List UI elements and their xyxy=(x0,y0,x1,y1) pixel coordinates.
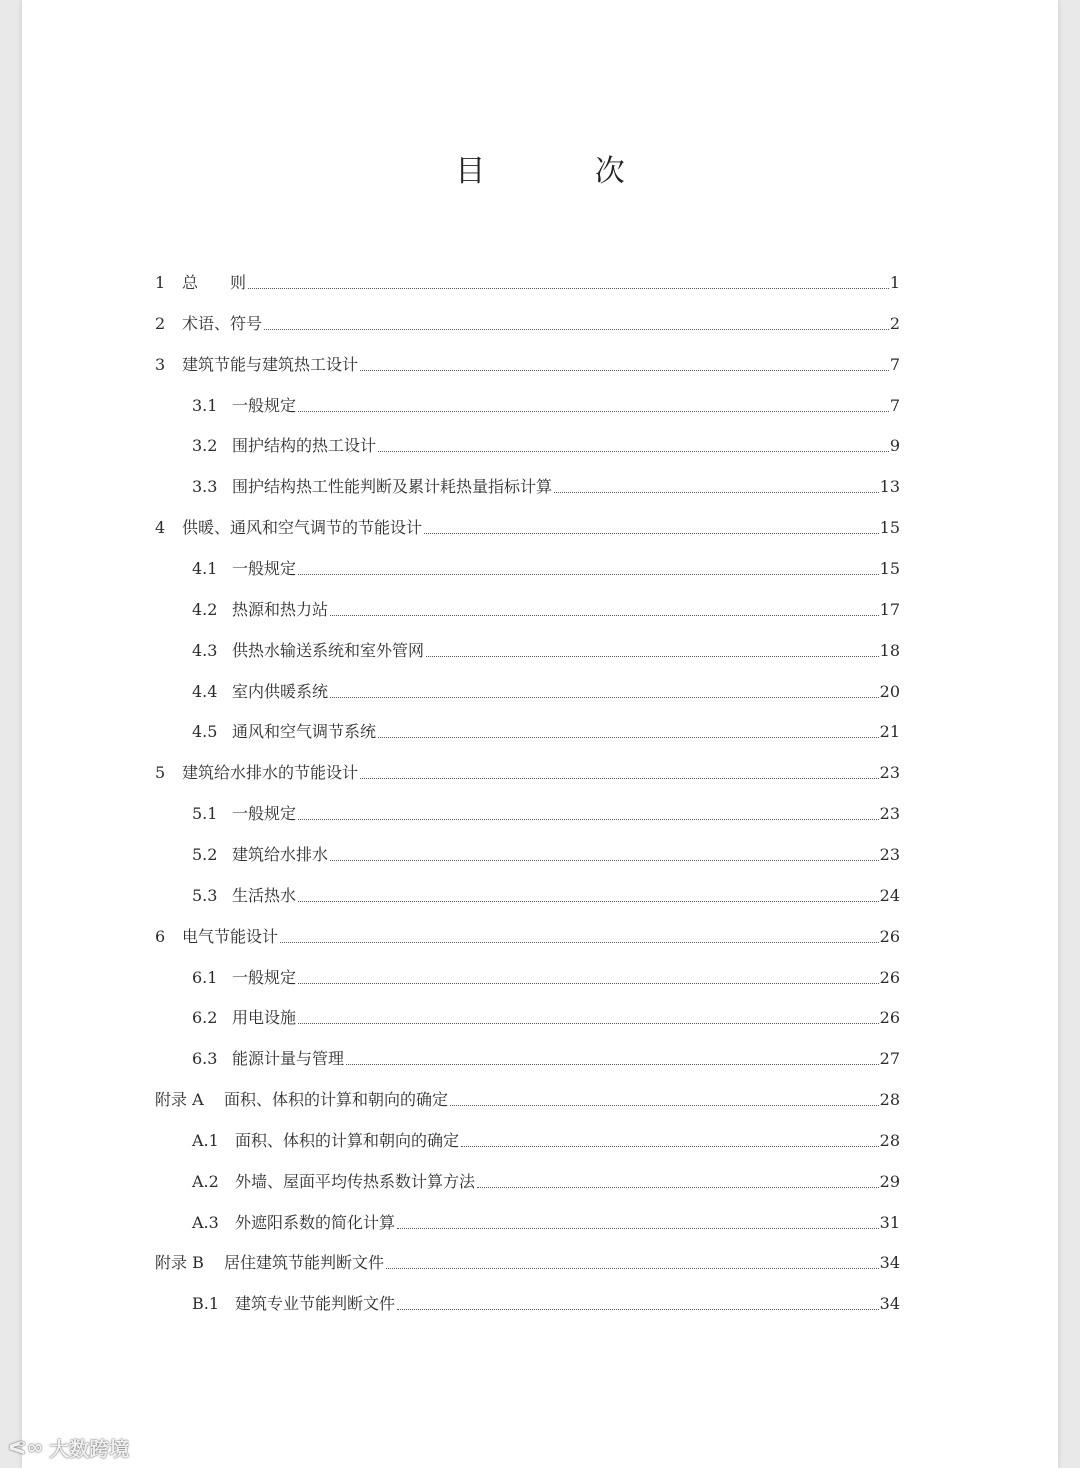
toc-entry-label: 建筑给水排水的节能设计 xyxy=(182,763,359,783)
toc-dot-leader xyxy=(426,655,879,657)
toc-entry xyxy=(155,312,900,336)
toc-entry-number: 3 xyxy=(155,354,166,374)
toc-dot-leader xyxy=(378,736,879,738)
toc-entry xyxy=(155,1251,900,1275)
toc-entry-label: 一般规定 xyxy=(232,804,297,824)
toc-entry-page-number: 9 xyxy=(889,436,900,456)
toc-entry xyxy=(192,639,900,663)
toc-entry-number: B.1 xyxy=(192,1294,220,1314)
toc-entry-label: 供热水输送系统和室外管网 xyxy=(232,640,425,660)
toc-entry-page-number: 21 xyxy=(879,722,900,742)
toc-entry xyxy=(155,353,900,377)
toc-entry xyxy=(192,1211,900,1235)
watermark-text: 大数跨境 xyxy=(49,1436,130,1461)
toc-entry-number: 4 xyxy=(155,518,166,538)
toc-entry xyxy=(192,884,900,908)
toc-entry-page-number: 7 xyxy=(889,395,900,415)
toc-entry-number: A.3 xyxy=(192,1212,219,1232)
watermark xyxy=(8,1432,129,1462)
toc-entry-number: 3.2 xyxy=(192,436,218,456)
toc-entry xyxy=(155,761,900,785)
toc-entry-page-number: 27 xyxy=(879,1049,900,1069)
toc-entry-number: 4.5 xyxy=(192,722,218,742)
toc-dot-leader xyxy=(397,1227,879,1229)
toc-entry-number: 5.3 xyxy=(192,885,218,905)
toc-entry-number: 2 xyxy=(155,313,166,333)
toc-entry-label: 建筑给水排水 xyxy=(232,844,329,864)
toc-entry-label: 面积、体积的计算和朝向的确定 xyxy=(235,1130,460,1150)
watermark-logo-icon: ᕙ∞ xyxy=(8,1435,44,1459)
toc-entry-label: 居住建筑节能判断文件 xyxy=(224,1253,385,1273)
toc-entry xyxy=(192,1129,900,1153)
toc-entry xyxy=(192,475,900,499)
toc-entry-label: 外墙、屋面平均传热系数计算方法 xyxy=(235,1171,476,1191)
toc-dot-leader xyxy=(397,1308,879,1310)
toc-entry xyxy=(192,843,900,867)
toc-entry-label: 总 则 xyxy=(182,273,247,292)
toc-entry-label: 建筑节能与建筑热工设计 xyxy=(182,354,359,374)
toc-entry xyxy=(192,1006,900,1030)
toc-entry xyxy=(192,720,900,744)
toc-entry-page-number: 23 xyxy=(879,804,900,824)
toc-entry-number: 4.2 xyxy=(192,599,218,619)
toc-entry-label: 热源和热力站 xyxy=(232,599,329,619)
toc-entry-page-number: 18 xyxy=(879,640,900,660)
toc-entry-label: 供暖、通风和空气调节的节能设计 xyxy=(182,518,423,538)
toc-entry-page-number: 13 xyxy=(879,477,900,497)
toc-entry-page-number: 24 xyxy=(879,885,900,905)
toc-dot-leader xyxy=(346,1063,879,1065)
document-page xyxy=(22,0,1058,1468)
toc-entry-number: 4.1 xyxy=(192,559,218,578)
toc-entry-number: 3.1 xyxy=(192,395,218,415)
toc-entry-number: 5.2 xyxy=(192,844,218,864)
toc-dot-leader xyxy=(298,410,889,412)
toc-entry-number: 6.3 xyxy=(192,1049,218,1069)
toc-dot-leader xyxy=(450,1104,879,1106)
toc-dot-leader xyxy=(386,1267,879,1269)
toc-entry-label: 能源计量与管理 xyxy=(232,1049,345,1069)
toc-entry-page-number: 28 xyxy=(879,1090,900,1109)
toc-entry-label: 术语、符号 xyxy=(182,313,263,333)
toc-entry-page-number: 15 xyxy=(879,518,900,538)
toc-entry-page-number: 1 xyxy=(889,273,900,292)
toc-dot-leader xyxy=(360,777,879,779)
toc-entry-page-number: 31 xyxy=(879,1212,900,1232)
toc-entry-label: 通风和空气调节系统 xyxy=(232,722,377,742)
toc-entry-label: 生活热水 xyxy=(232,885,297,905)
toc-dot-leader xyxy=(554,491,879,493)
toc-entry-page-number: 29 xyxy=(879,1171,900,1191)
toc-dot-leader xyxy=(330,614,879,616)
toc-dot-leader xyxy=(360,369,889,371)
toc-entry-page-number: 26 xyxy=(879,926,900,946)
toc-entry-number: 5 xyxy=(155,763,166,783)
toc-dot-leader xyxy=(424,532,879,534)
toc-entry xyxy=(155,925,900,949)
toc-entry xyxy=(192,1047,900,1071)
toc-entry xyxy=(192,680,900,704)
toc-entry-number: 6 xyxy=(155,926,166,946)
toc-entry-number: 附录 B xyxy=(155,1253,204,1273)
toc-entry xyxy=(192,598,900,622)
toc-entry-number: 6.2 xyxy=(192,1008,218,1028)
toc-entry xyxy=(192,1292,900,1316)
toc-dot-leader xyxy=(298,1022,879,1024)
toc-entry-label: 一般规定 xyxy=(232,395,297,415)
toc-dot-leader xyxy=(330,859,879,861)
toc-entry xyxy=(192,394,900,418)
toc-entry-page-number: 23 xyxy=(879,763,900,783)
toc-entry-page-number: 20 xyxy=(879,681,900,701)
toc-dot-leader xyxy=(264,328,889,330)
toc-entry-number: 1 xyxy=(155,273,166,292)
toc-entry-label: 电气节能设计 xyxy=(182,926,279,946)
page-title: 目 次 xyxy=(455,154,675,189)
toc-dot-leader xyxy=(461,1145,879,1147)
toc-entry xyxy=(155,516,900,540)
toc-entry-page-number: 34 xyxy=(879,1294,900,1314)
toc-entry-number: 4.4 xyxy=(192,681,218,701)
toc-entry-label: 一般规定 xyxy=(232,559,297,578)
toc-entry-number: A.2 xyxy=(192,1171,219,1191)
toc-dot-leader xyxy=(298,573,879,575)
toc-entry-label: 外遮阳系数的简化计算 xyxy=(235,1212,396,1232)
toc-entry-label: 面积、体积的计算和朝向的确定 xyxy=(224,1090,449,1109)
toc-entry-page-number: 34 xyxy=(879,1253,900,1273)
toc-entry-label: 一般规定 xyxy=(232,967,297,987)
toc-entry xyxy=(192,1170,900,1194)
toc-dot-leader xyxy=(298,900,879,902)
toc-entry-page-number: 2 xyxy=(889,313,900,333)
toc-entry xyxy=(192,966,900,990)
toc-entry-page-number: 17 xyxy=(879,599,900,619)
toc-entry-page-number: 23 xyxy=(879,844,900,864)
toc-dot-leader xyxy=(298,818,879,820)
toc-entry-page-number: 28 xyxy=(879,1130,900,1150)
toc-dot-leader xyxy=(280,941,879,943)
toc-entry-page-number: 15 xyxy=(879,559,900,578)
toc-entry xyxy=(155,271,900,295)
toc-entry-page-number: 26 xyxy=(879,1008,900,1028)
toc-dot-leader xyxy=(477,1186,879,1188)
toc-entry-label: 围护结构热工性能判断及累计耗热量指标计算 xyxy=(232,477,553,497)
toc-entry xyxy=(192,557,900,581)
toc-dot-leader xyxy=(298,982,879,984)
toc-entry-number: 附录 A xyxy=(155,1090,204,1109)
toc-entry xyxy=(192,802,900,826)
toc-entry-number: 5.1 xyxy=(192,804,218,824)
toc-entry-label: 室内供暖系统 xyxy=(232,681,329,701)
toc-dot-leader xyxy=(330,696,879,698)
toc-entry-number: 6.1 xyxy=(192,967,218,987)
toc-entry xyxy=(155,1088,900,1112)
toc-entry-page-number: 7 xyxy=(889,354,900,374)
toc-entry-label: 用电设施 xyxy=(232,1008,297,1028)
toc-entry-number: 3.3 xyxy=(192,477,218,497)
toc-entry-label: 围护结构的热工设计 xyxy=(232,436,377,456)
toc-entry xyxy=(192,434,900,458)
toc-entry-label: 建筑专业节能判断文件 xyxy=(235,1294,396,1314)
toc-entry-number: 4.3 xyxy=(192,640,218,660)
toc-entry-number: A.1 xyxy=(192,1130,219,1150)
toc-dot-leader xyxy=(378,450,889,452)
toc-entry-page-number: 26 xyxy=(879,967,900,987)
toc-dot-leader xyxy=(248,287,889,289)
